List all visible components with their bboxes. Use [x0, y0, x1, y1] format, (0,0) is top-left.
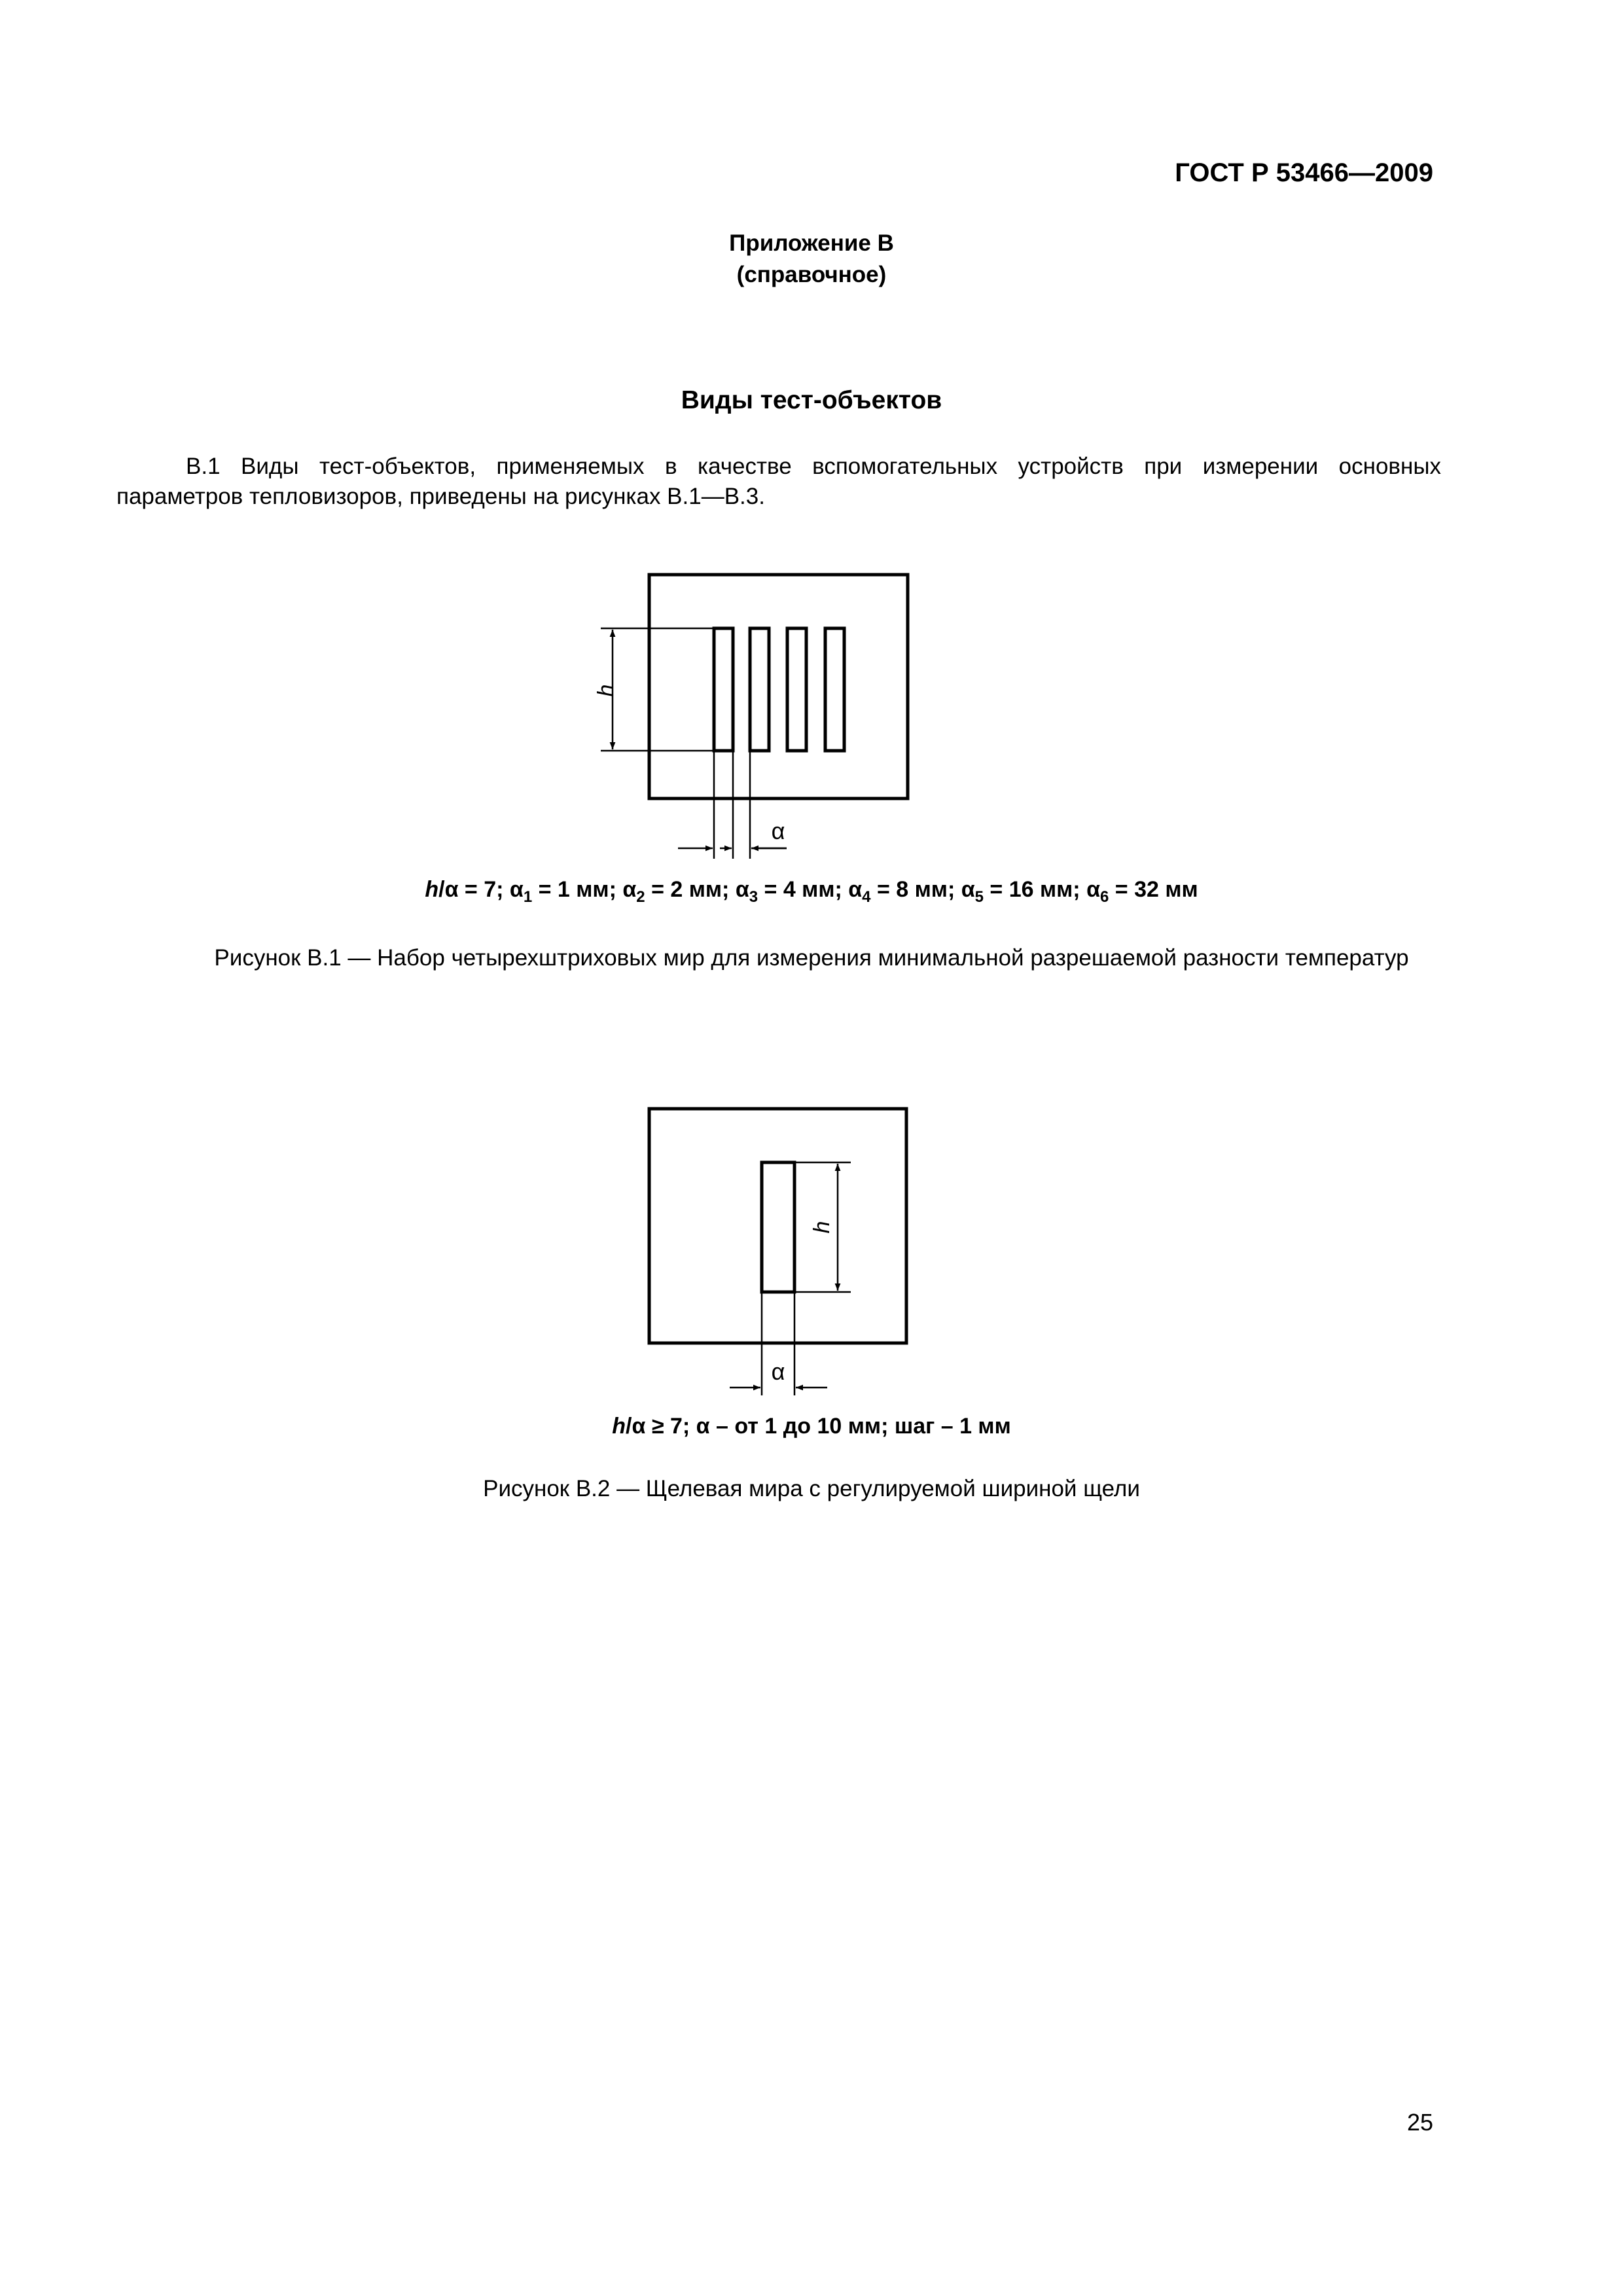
- page-number: 25: [1406, 2109, 1433, 2136]
- figure-1-diagram: [0, 0, 1623, 982]
- figure-1-h-label: h: [593, 684, 618, 697]
- figure-2-plate: [649, 1109, 906, 1343]
- figure-2-slit: [762, 1162, 794, 1292]
- figure-1-bar-3: [787, 628, 806, 751]
- figure-1-bar-4: [825, 628, 844, 751]
- figure-1-caption: Рисунок В.1 — Набор четырехштриховых мир для измерения минимальной разрешаемой разности температур: [214, 945, 1409, 971]
- figure-2-formula: h/α ≥ 7; α – от 1 до 10 мм; шаг – 1 мм: [612, 1414, 1011, 1439]
- figure-1-bar-2: [750, 628, 769, 751]
- figure-1-plate: [649, 575, 908, 798]
- document-header: ГОСТ Р 53466—2009: [1175, 158, 1433, 187]
- figure-2-h-label: h: [809, 1221, 834, 1234]
- paragraph-line-2: параметров тепловизоров, приведены на рисунках В.1—В.3.: [116, 484, 765, 509]
- paragraph-line-1: В.1 Виды тест-объектов, применяемых в качестве вспомогательных устройств при измерении основных: [186, 454, 1441, 479]
- annex-note: (справочное): [736, 262, 887, 287]
- figure-1-bar-1: [714, 628, 733, 751]
- figure-2-caption: Рисунок В.2 — Щелевая мира с регулируемой шириной щели: [483, 1476, 1140, 1501]
- figure-1-a-label: α: [771, 817, 785, 844]
- section-title: Виды тест-объектов: [681, 386, 942, 414]
- figure-1-formula: h/α = 7; $\alpha_1 = 1$ мм; $\alpha_2 = 2$ мм; $\alpha_3 = 4$ мм; $\alpha_4 = 8$ мм; $\alpha_5 = 16$ мм; $\alpha_6 = 32$ мм: [425, 877, 1198, 906]
- annex-title: Приложение В: [729, 230, 894, 256]
- figure-2-a-label: α: [771, 1358, 785, 1385]
- figure-2-diagram: [0, 982, 1623, 1440]
